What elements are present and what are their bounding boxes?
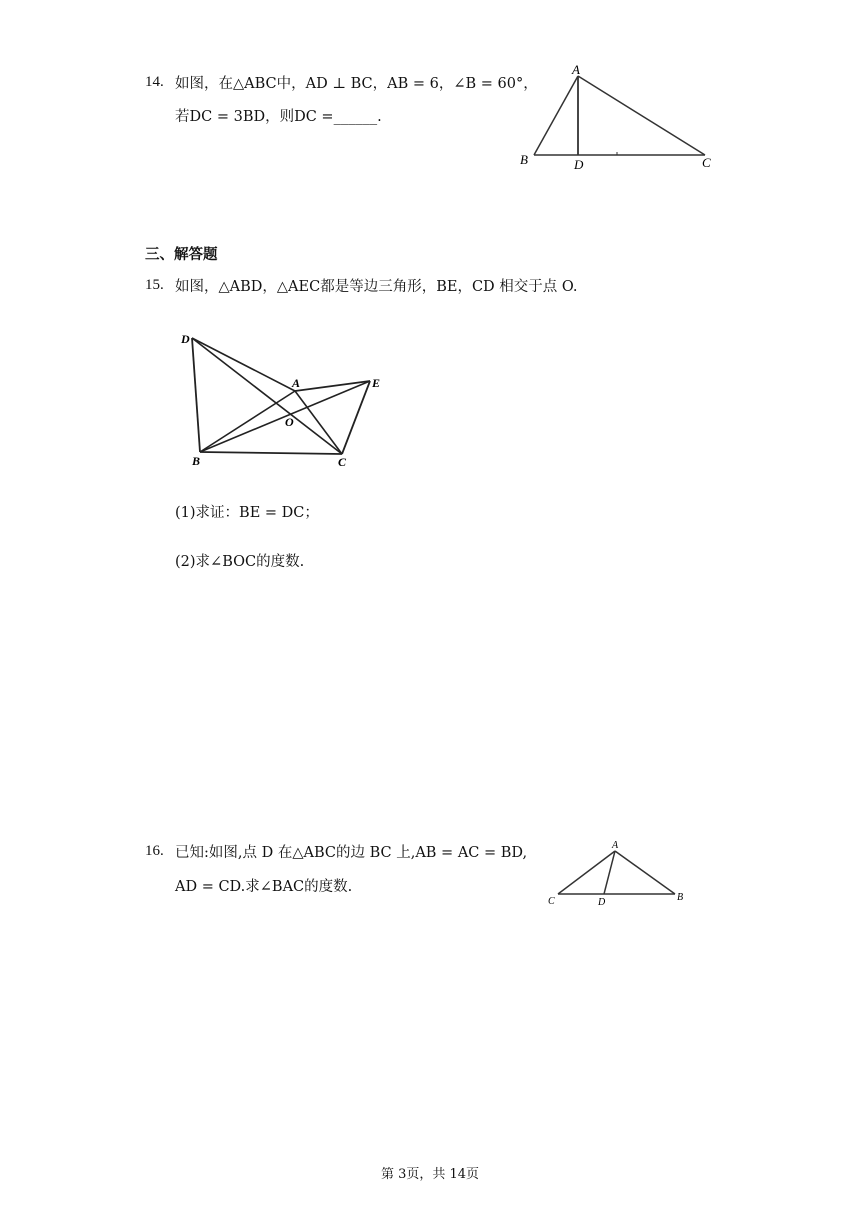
fig16-label-d: D (598, 897, 606, 908)
fig15-label-a: A (292, 376, 301, 390)
question-15-part-2: (2)求∠BOC的度数. (175, 554, 305, 570)
fig15-label-c: C (338, 455, 347, 469)
fig14-label-d: D (574, 157, 584, 172)
question-15-text-line1: 如图，△ABD，△AEC都是等边三角形，BE，CD 相交于点 O. (175, 279, 578, 295)
fig15-label-b: B (192, 454, 201, 468)
fig14-segment-ab (534, 76, 578, 155)
question-16-number: 16. (145, 843, 164, 859)
fig14-segment-ac (578, 76, 705, 155)
fig16-label-b: B (677, 892, 684, 903)
fig15-segment-da (192, 338, 295, 391)
question-16-text-line1: 已知:如图,点 D 在△ABC的边 BC 上,AB = AC = BD, (175, 845, 528, 861)
fig15-segment-db (192, 338, 200, 452)
fig15-label-o: O (285, 415, 294, 429)
question-14-text-line1: 如图，在△ABC中，AD ⊥ BC，AB = 6，∠B = 60°， (175, 76, 538, 92)
figure-15-equilateral-triangles (175, 325, 395, 475)
fig15-segment-dc (192, 338, 342, 454)
fig16-label-c: C (548, 896, 555, 907)
fig15-segment-ba (200, 391, 295, 452)
fig16-label-a: A (612, 840, 619, 851)
question-14-number: 14. (145, 74, 164, 90)
fig15-segment-ce (342, 381, 370, 454)
fig15-label-d: D (181, 332, 190, 346)
figure-14-triangle (510, 60, 730, 175)
section-3-title: 三、解答题 (145, 246, 218, 263)
fig14-label-b: B (520, 152, 528, 167)
fig14-label-a: A (572, 62, 580, 77)
question-16-text-line2: AD = CD.求∠BAC的度数. (175, 879, 353, 895)
question-15-part-1: (1)求证：BE = DC； (175, 505, 319, 521)
fig16-segment-ab (615, 851, 675, 894)
question-14-text-line2: 若DC = 3BD，则DC =______. (175, 109, 382, 125)
question-15-number: 15. (145, 277, 164, 293)
fig15-label-e: E (372, 376, 381, 390)
page-footer: 第 3页，共 14页 (380, 1167, 480, 1182)
fig16-segment-ca (558, 851, 615, 894)
fig14-label-c: C (702, 155, 711, 170)
figure-16-triangle (540, 835, 700, 910)
fig15-segment-bc (200, 452, 342, 454)
